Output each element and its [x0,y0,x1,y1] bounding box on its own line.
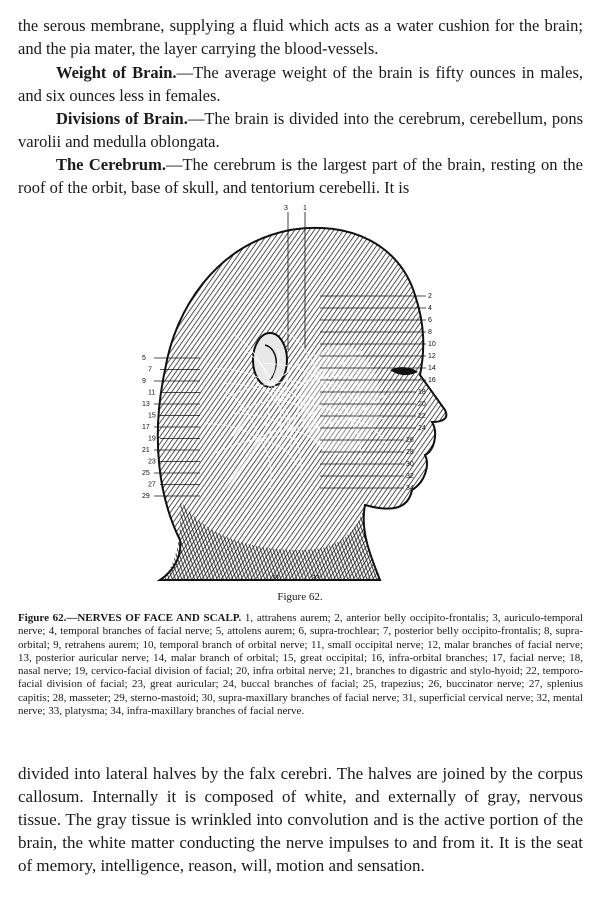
paragraph-divisions-of-brain [18,107,583,153]
caption-heading: Figure 62.—NERVES OF FACE AND SCALP. [18,612,242,624]
figure-number-right-3: 8 [428,329,432,336]
figure-number-bottom-1: 33 [312,575,320,582]
paragraph-cerebrum-text: —The cerebrum is the largest part of the brain, resting on the roof of the orbit, base of skull, and tentorium cerebelli. It is [18,155,583,197]
figure-number-right-2: 6 [428,317,432,324]
figure-number-right-8: 18 [418,389,426,396]
figure-number-right-9: 20 [418,401,426,408]
figure-number-right-14: 30 [406,461,414,468]
figure-number-right-15: 32 [406,473,414,480]
figure-number-left-2: 9 [142,378,146,385]
figure-number-left-9: 23 [148,458,156,466]
runin-heading-cerebrum: The Cerebrum. [56,155,166,174]
ear [253,333,287,387]
paragraph-cerebrum-continued: divided into lateral halves by the falx cerebri. The halves are joined by the corpus callosum. Internally it is composed of white, and externally of gray, nervous tissue. The gray tissue is wrinkled into convolution and is the active portion of the brain, the white matter conducting the nerve impulses to and from it. It is the seat of memory, intelligence, reason, will, motion and sensation. [18,764,583,875]
figure-number-right-12: 26 [406,437,414,444]
figure-number-right-10: 22 [418,413,426,420]
figure-caption [18,612,583,718]
figure-number-right-7: 16 [428,377,436,384]
figure-number-left-0: 5 [142,355,146,362]
figure-number-bottom-0: 31 [272,575,280,582]
figure-number-right-16: 34 [406,485,414,492]
figure-number-right-11: 24 [418,425,426,432]
runin-heading-divisions: Divisions of Brain. [56,109,188,128]
caption-text: 1, attrahens aurem; 2, anterior belly occipito-frontalis; 3, auriculo-temporal nerve; 4, temporal branches of facial nerve; 5, attolens aurem; 6, supra-trochlear; 7, posterior belly occipito-frontalis; 8, supra-orbital; 9, retrahens aurem; 10, temporal branch of orbital nerve; 11, small occipital nerve; 12, malar branches of facial nerve; 13, posterior auricular nerve; 14, malar branch of orbital; 15, great occipital; 16, infra-orbital branches; 17, facial nerve; 18, nasal nerve; 19, cervico-facial division of facial; 20, infra orbital nerve; 21, branches to digastric and stylo-hyoid; 22, temporo-facial division of facial; 23, great auricular; 24, buccal branches of facial; 25, trapezius; 26, buccinator nerve; 27, splenius capitis; 28, masseter; 29, sterno-mastoid; 30, supra-maxillary branches of facial nerve; 31, superficial cervical nerve; 32, mental nerve; 33, platysma; 34, infra-maxillary branches of facial nerve. [18,612,583,718]
figure-number-right-0: 2 [428,293,432,300]
paragraph-divisions-text: —The brain is divided into the cerebrum, cerebellum, pons varolii and medulla oblongata. [18,109,583,151]
figure-number-left-3: 11 [148,389,156,397]
figure-number-left-12: 29 [142,493,150,500]
figure-number-left-6: 17 [142,424,150,431]
figure-number-left-4: 13 [142,401,150,408]
paragraph-cerebrum [18,153,583,199]
figure-number-right-13: 28 [406,449,414,456]
figure-number-left-5: 15 [148,412,156,420]
figure-number-left-11: 27 [148,481,156,489]
figure-number-right-1: 4 [428,305,432,312]
head-nerves-illustration [120,200,480,585]
figure-label: Figure 62. [277,591,323,603]
figure-number-left-8: 21 [142,447,150,454]
figure-number-right-4: 10 [428,341,436,348]
figure-number-left-1: 7 [148,366,152,374]
figure-number-top-0: 3 [284,205,288,212]
runin-heading-weight: Weight of Brain. [56,63,177,82]
paragraph-weight-text: —The average weight of the brain is fifty ounces in males, and six ounces less in females. [18,63,583,105]
figure-number-left-10: 25 [142,470,150,477]
figure-number-right-5: 12 [428,353,436,360]
figure-number-top-1: 1 [303,205,307,212]
figure-number-right-6: 14 [428,365,436,372]
paragraph-serous-membrane: the serous membrane, supplying a fluid which acts as a water cushion for the brain; and the pia mater, the layer carrying the blood-vessels. [18,16,583,58]
paragraph-weight-of-brain [18,61,583,107]
figure-number-left-7: 19 [148,435,156,443]
